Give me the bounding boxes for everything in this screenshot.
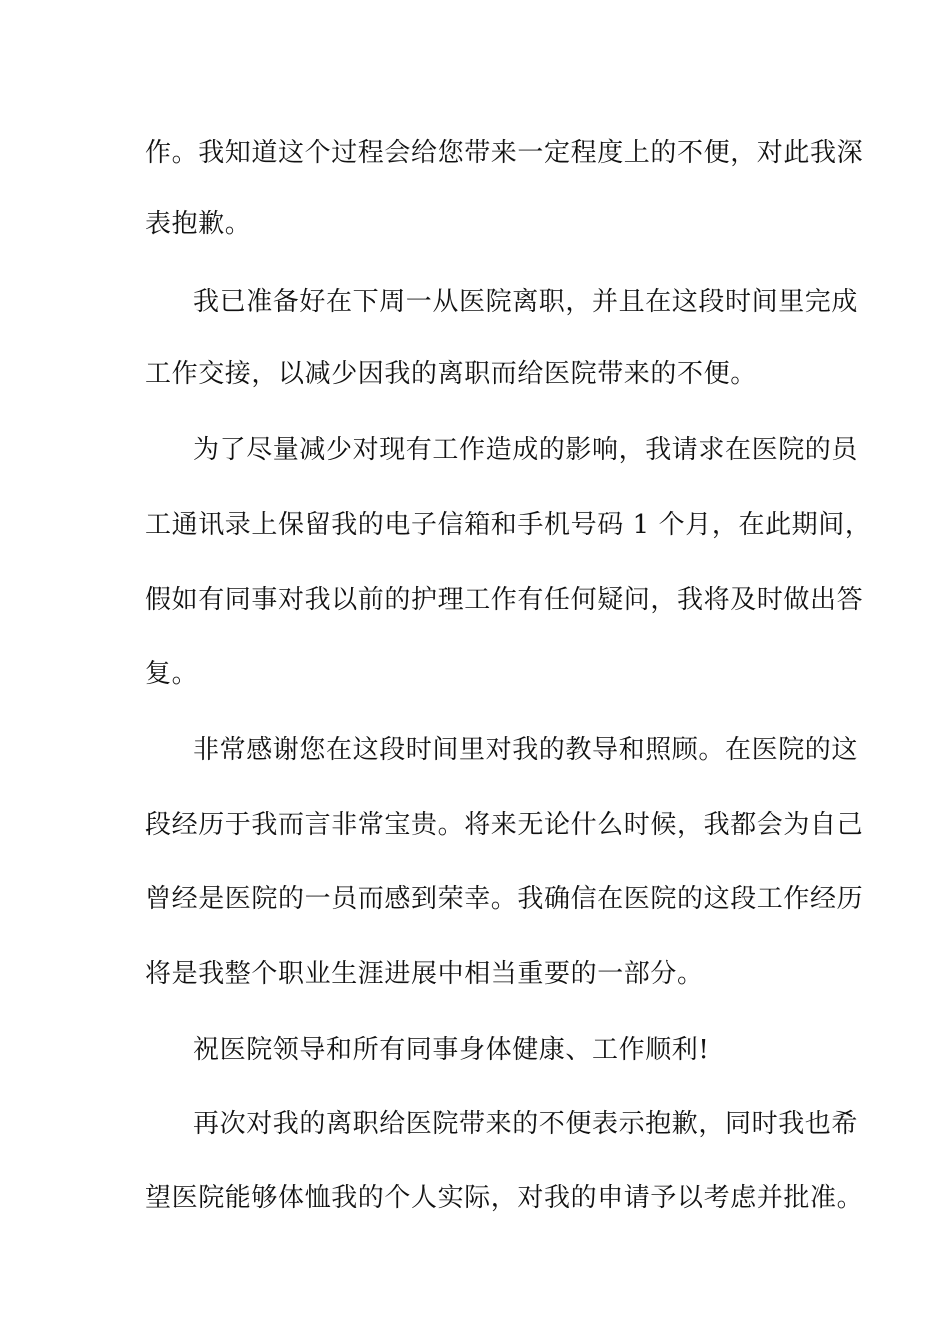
text-line-10: 段经历于我而言非常宝贵。将来无论什么时候，我都会为自己 xyxy=(145,810,864,840)
text-line-8: 复。 xyxy=(145,659,199,689)
text-line-2: 表抱歉。 xyxy=(145,209,252,239)
text-line-14: 再次对我的离职给医院带来的不便表示抱歉，同时我也希 xyxy=(193,1109,859,1139)
text-line-5: 为了尽量减少对现有工作造成的影响，我请求在医院的员 xyxy=(193,435,859,465)
text-line-3: 我已准备好在下周一从医院离职，并且在这段时间里完成 xyxy=(193,287,859,317)
text-line-9: 非常感谢您在这段时间里对我的教导和照顾。在医院的这 xyxy=(193,735,859,765)
text-line-4: 工作交接，以减少因我的离职而给医院带来的不便。 xyxy=(145,359,757,389)
text-line-6: 工通讯录上保留我的电子信箱和手机号码 1 个月，在此期间， xyxy=(145,510,872,540)
text-line-15: 望医院能够体恤我的个人实际，对我的申请予以考虑并批准。 xyxy=(145,1183,864,1213)
text-line-1: 作。我知道这个过程会给您带来一定程度上的不便，对此我深 xyxy=(145,138,864,168)
text-line-13: 祝医院领导和所有同事身体健康、工作顺利! xyxy=(193,1035,710,1065)
text-line-12: 将是我整个职业生涯进展中相当重要的一部分。 xyxy=(145,959,704,989)
text-line-11: 曾经是医院的一员而感到荣幸。我确信在医院的这段工作经历 xyxy=(145,884,864,914)
text-line-7: 假如有同事对我以前的护理工作有任何疑问，我将及时做出答 xyxy=(145,585,864,615)
